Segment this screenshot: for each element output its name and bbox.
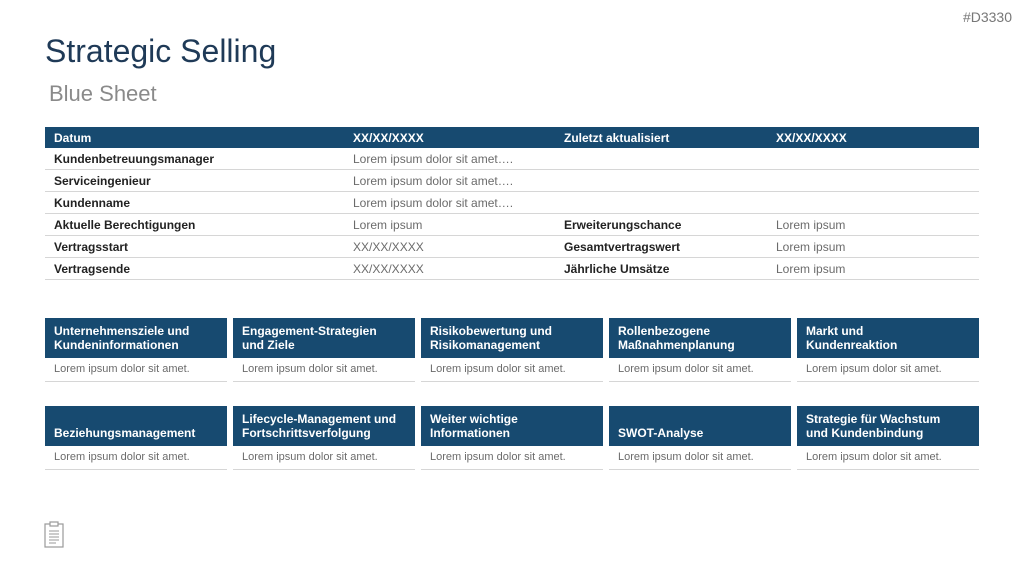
section-text: Lorem ipsum dolor sit amet. [797,446,979,470]
section-title: Weiter wichtige Informationen [421,406,603,446]
row-value: XX/XX/XXXX [344,258,555,280]
section-text: Lorem ipsum dolor sit amet. [609,446,791,470]
row-value-2 [767,148,979,170]
section-title: SWOT-Analyse [609,406,791,446]
header-cell: Datum [45,127,344,148]
header-cell: XX/XX/XXXX [767,127,979,148]
section-box [45,318,227,382]
section-text: Lorem ipsum dolor sit amet. [421,446,603,470]
row-value: Lorem ipsum dolor sit amet…. [344,192,555,214]
row-label-2 [555,170,767,192]
page-subtitle: Blue Sheet [49,81,157,106]
table-header-row [45,127,979,148]
section-title: Lifecycle-Management und Fortschrittsverfolgung [233,406,415,446]
section-box [421,406,603,470]
row-label-2 [555,148,767,170]
section-box [609,318,791,382]
row-label: Vertragsstart [45,236,344,258]
section-box [233,318,415,382]
section-text: Lorem ipsum dolor sit amet. [45,446,227,470]
section-box [797,318,979,382]
header-cell: XX/XX/XXXX [344,127,555,148]
section-text: Lorem ipsum dolor sit amet. [609,358,791,382]
table-row [45,148,979,170]
page-title: Strategic Selling [45,33,277,69]
info-table [45,127,979,280]
section-box [609,406,791,470]
section-title: Markt und Kundenreaktion [797,318,979,358]
section-grid-top [45,318,979,382]
row-value: XX/XX/XXXX [344,236,555,258]
row-value-2 [767,192,979,214]
row-label-2: Jährliche Umsätze [555,258,767,280]
section-title: Strategie für Wachstum und Kundenbindung [797,406,979,446]
section-text: Lorem ipsum dolor sit amet. [797,358,979,382]
row-value: Lorem ipsum dolor sit amet…. [344,170,555,192]
row-value-2 [767,170,979,192]
section-title: Unternehmensziele und Kundeninformationen [45,318,227,358]
table-row [45,170,979,192]
row-label: Serviceingenieur [45,170,344,192]
section-title: Rollenbezogene Maßnahmenplanung [609,318,791,358]
row-label: Kundenbetreuungsmanager [45,148,344,170]
section-text: Lorem ipsum dolor sit amet. [421,358,603,382]
section-box [421,318,603,382]
row-value: Lorem ipsum [344,214,555,236]
section-title: Beziehungsmanagement [45,406,227,446]
header-cell: Zuletzt aktualisiert [555,127,767,148]
row-label-2: Erweiterungschance [555,214,767,236]
row-label: Aktuelle Berechtigungen [45,214,344,236]
row-label: Kundenname [45,192,344,214]
section-text: Lorem ipsum dolor sit amet. [233,446,415,470]
table-row [45,214,979,236]
slide-id: #D3330 [962,9,1012,25]
row-label-2 [555,192,767,214]
section-title: Risikobewertung und Risikomanagement [421,318,603,358]
section-box [233,406,415,470]
row-value-2: Lorem ipsum [767,236,979,258]
row-value-2: Lorem ipsum [767,214,979,236]
table-row [45,192,979,214]
section-box [797,406,979,470]
row-label-2: Gesamtvertragswert [555,236,767,258]
row-label: Vertragsende [45,258,344,280]
row-value-2: Lorem ipsum [767,258,979,280]
section-title: Engagement-Strategien und Ziele [233,318,415,358]
clipboard-icon [44,521,64,548]
section-grid-bottom [45,406,979,470]
section-box [45,406,227,470]
table-row [45,258,979,280]
section-text: Lorem ipsum dolor sit amet. [233,358,415,382]
row-value: Lorem ipsum dolor sit amet…. [344,148,555,170]
table-row [45,236,979,258]
section-text: Lorem ipsum dolor sit amet. [45,358,227,382]
